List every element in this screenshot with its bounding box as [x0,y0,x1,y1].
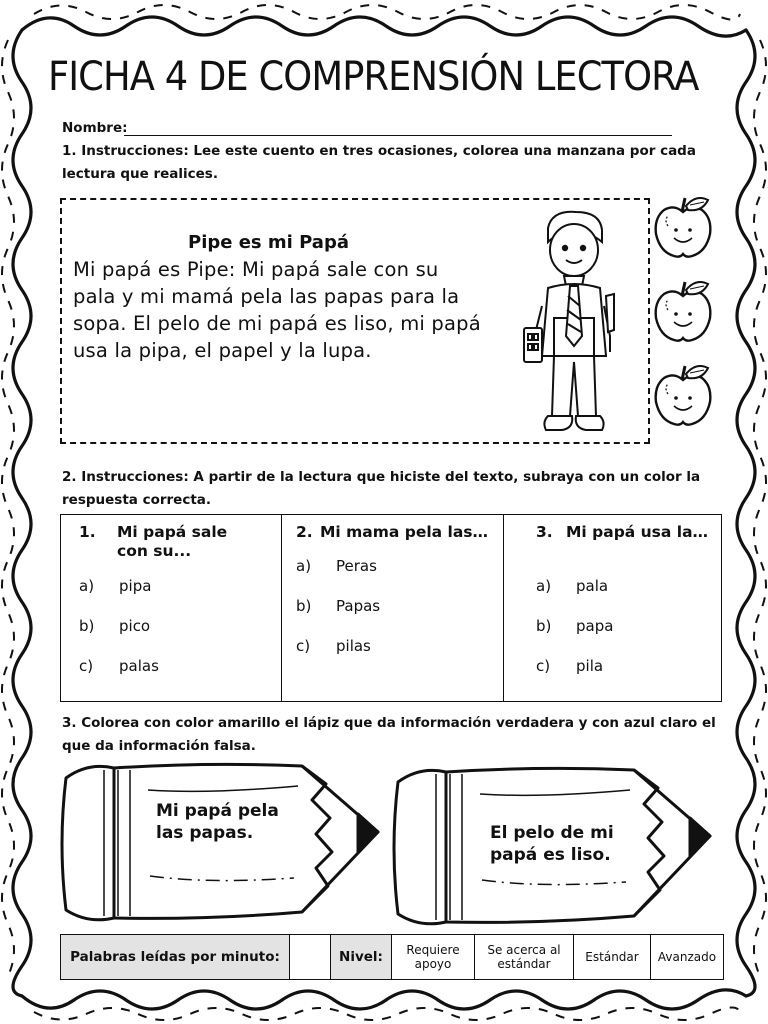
story-title: Pipe es mi Papá [188,232,349,253]
name-field[interactable] [62,120,672,136]
answer-option[interactable]: b) papa [536,617,614,635]
answer-option[interactable]: a) pala [536,577,609,595]
words-per-minute-label: Palabras leídas por minuto: [61,935,290,980]
reading-level-table [60,934,724,980]
level-label: Nivel: [331,935,392,980]
question-text: Mi mama pela las… [320,523,489,541]
question-text: Mi papá usa la… [566,523,709,541]
answer-option[interactable]: c) pila [536,657,604,675]
instruction-2: 2. Instrucciones: A partir de la lectura que hiciste del texto, subraya con un color la respuesta correcta. [62,469,701,508]
level-option-avanzado[interactable]: Avanzado [651,935,724,980]
answer-option[interactable]: a) pipa [79,577,152,595]
question-number: 2. [296,523,313,541]
words-per-minute-field[interactable] [290,935,331,980]
story-text: Mi papá es Pipe: Mi papá sale con su pala y mi mamá pela las papas para la sopa. El pelo de mi papá es liso, mi papá usa la pipa, el papel y la lupa. [73,258,481,362]
name-label: Nombre: [62,120,128,136]
question-number: 1. [79,523,96,541]
level-option-estandar[interactable]: Estándar [574,935,651,980]
pencil-statement-2: El pelo de mi papá es liso. [490,823,614,865]
instruction-3: 3. Colorea con color amarillo el lápiz que da información verdadera y con azul claro el que da información falsa. [62,715,716,754]
question-number: 3. [536,523,553,541]
answer-option[interactable]: a) Peras [296,557,377,575]
name-underline [124,135,672,136]
pencil-statement-1: Mi papá pela las papas. [156,801,279,843]
question-1 [61,515,282,702]
question-text: Mi papá sale con su... [117,523,228,560]
answer-option[interactable]: b) Papas [296,597,381,615]
page-title: FICHA 4 DE COMPRENSIÓN LECTORA [48,54,699,100]
answer-option[interactable]: b) pico [79,617,151,635]
level-option-se-acerca[interactable]: Se acerca al estándar [475,935,574,980]
question-3 [504,515,722,702]
question-2 [282,515,504,702]
level-option-requiere-apoyo[interactable]: Requiere apoyo [392,935,475,980]
questions-table [60,514,722,702]
answer-option[interactable]: c) palas [79,657,159,675]
answer-option[interactable]: c) pilas [296,637,371,655]
boy-illustration [518,206,628,440]
instruction-1: 1. Instrucciones: Lee este cuento en tres ocasiones, colorea una manzana por cada lectura que realices. [62,143,696,182]
apple-icon [652,194,714,450]
